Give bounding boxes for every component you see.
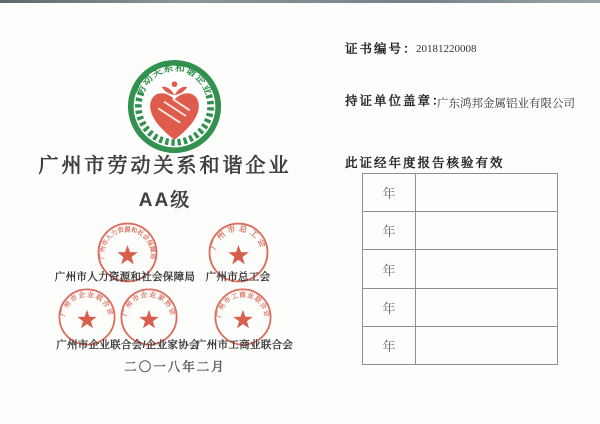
year-label: 年 [363,174,416,211]
table-row [363,289,557,327]
annual-verification-table [362,173,558,365]
star-icon [233,310,252,328]
table-row [363,250,557,288]
annual-verification-note: 此证经年度报告核验有效 [345,156,505,170]
issuer-label-hr-bureau: 广州市人力资源和社会保障局 [54,271,196,283]
verification-cell [416,250,557,287]
holder-company-name: 广东鸿邦金属铝业有限公司 [437,98,575,110]
cert-number-label: 证书编号： [345,42,418,56]
year-label: 年 [363,212,416,249]
emblem-arc-text: 劳动关系和谐企业 [135,62,214,98]
harmony-emblem-icon [127,59,222,154]
page-top-edge [0,0,600,3]
seal-arc-text: 广州市企业家协会 [121,291,177,318]
year-label: 年 [363,289,416,326]
seal-arc-text: 广州市工商业联合会 [215,291,271,319]
issuer-label-trade-union: 广州市总工会 [205,271,271,283]
verification-cell [416,327,557,364]
table-row [363,212,557,250]
year-label: 年 [363,250,416,287]
certificate-title: 广州市劳动关系和谐企业 [38,155,292,177]
seal-arc-text: 广州市人力资源和社会保障局 [99,226,156,260]
seal-arc-text: 广州市企业联合会 [59,291,115,318]
star-icon [228,245,248,264]
cert-number-value: 20181220008 [416,43,477,55]
verification-cell [416,289,557,326]
table-row [363,174,557,212]
issue-date: 二〇一八年二月 [124,360,226,374]
certificate-grade: AA级 [138,190,192,211]
star-icon [139,310,158,328]
star-icon [117,245,137,264]
year-label: 年 [363,327,416,364]
issuer-label-enterprise-confederation: 广州市企业联合会/企业家协会 [56,339,200,351]
seal-arc-text: 广州市总工会 [208,223,269,251]
table-row [363,327,557,364]
issuer-label-industry-commerce: 广州市工商业联合会 [196,339,294,351]
verification-cell [416,212,557,249]
verification-cell [416,174,557,211]
star-icon [77,310,96,328]
holder-stamp-label: 持证单位盖章： [345,94,447,108]
